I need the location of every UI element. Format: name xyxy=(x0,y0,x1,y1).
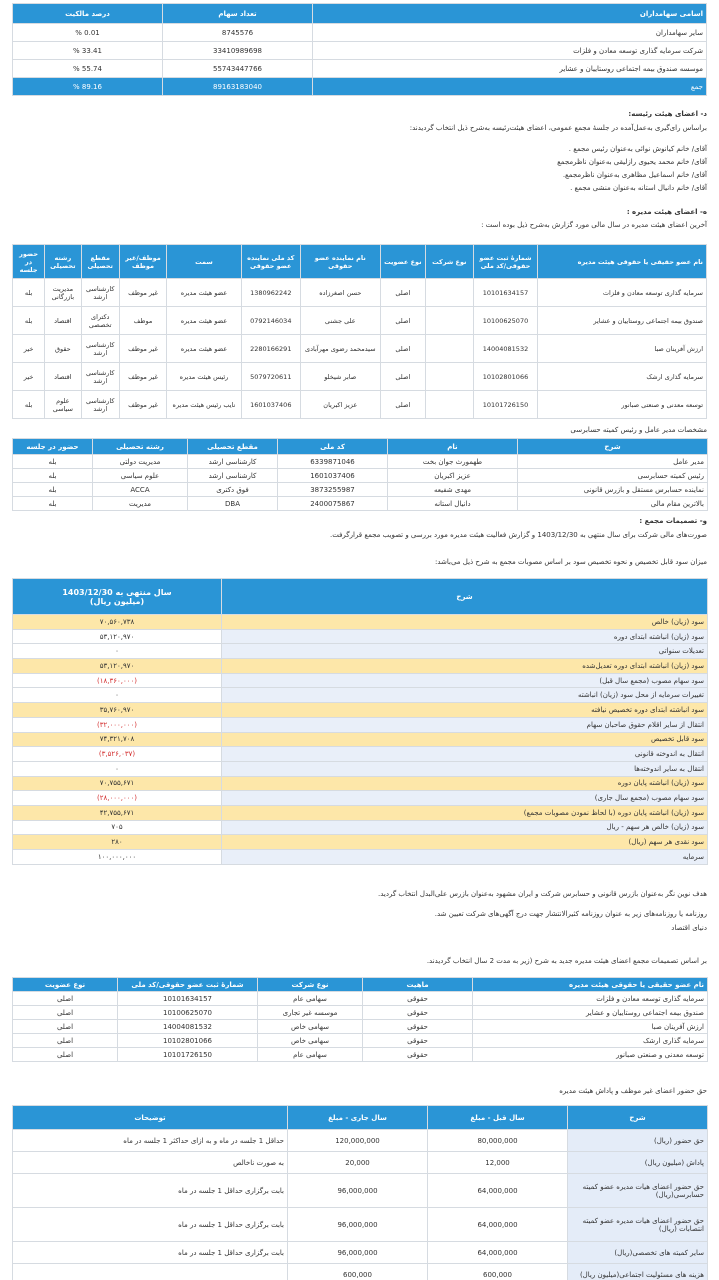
new-board-table-wrap xyxy=(12,977,707,1062)
table-row: % 33.41 33410989698 شرکت سرمایه گذاری توسعه معادن و فلزات xyxy=(13,42,707,60)
profit-desc: سود قابل تخصیص xyxy=(222,732,708,747)
presiding-member: آقای/ خانم کیانوش نوائی به‌عنوان رئیس مجمع . xyxy=(568,145,707,153)
new-board-table xyxy=(12,977,708,1062)
table-row: سرمایه گذاری توسعه معادن و فلزات حقوقی سهامی عام 10101634157 اصلی xyxy=(13,992,708,1006)
profit-row xyxy=(13,659,708,674)
shareholders-table-wrap xyxy=(12,3,707,96)
table-row: رئیس کمیته حسابرسی عزیز اکبریان 1601037406 کارشناسی ارشد علوم سیاسی بله xyxy=(13,469,708,483)
profit-desc: انتقال به سایر اندوخته‌ها xyxy=(222,761,708,776)
profit-desc: سود (زیان) انباشته پایان دوره xyxy=(222,776,708,791)
total-row: % 89.16 89163183040 جمع xyxy=(13,78,707,96)
profit-col-desc: شرح xyxy=(222,579,708,615)
board-table xyxy=(12,244,707,419)
ceo-heading: مشخصات مدیر عامل و رئیس کمیته حسابرسی xyxy=(570,426,707,434)
ceo-table-wrap xyxy=(12,438,707,511)
profit-desc: سود (زیان) خالص هر سهم - ریال xyxy=(222,820,708,835)
board-header-row: نام عضو حقیقی یا حقوقی هیئت مدیره شمارهٔ ثبت عضو حقوقی/کد ملی نوع شرکت نوع عضویت نام نماینده عضو حقوقی کد ملی نماینده عضو حقوقی سمت موظف/غیر موظف مقطع تحصیلی رشته تحصیلی حضور در جلسه xyxy=(13,245,707,279)
profit-desc: سرمایه xyxy=(222,850,708,865)
profit-value: ۰ xyxy=(13,688,222,703)
profit-desc: سود (زیان) انباشته ابتدای دوره xyxy=(222,629,708,644)
table-row: نماینده حسابرس مستقل و بازرس قانونی مهدی شفیعه 3873255987 فوق دکتری ACCA بله xyxy=(13,483,708,497)
profit-row xyxy=(13,644,708,659)
profit-desc: سود سهام مصوب (مجمع سال جاری) xyxy=(222,791,708,806)
col-shares: تعداد سهام xyxy=(163,4,313,24)
table-row: هزینه های مسئولیت اجتماعی(میلیون ریال) 600,000 600,000 xyxy=(13,1264,708,1280)
table-row: صندوق بیمه اجتماعی روستاییان و عشایر حقوقی موسسه غیر تجاری 10100625070 اصلی xyxy=(13,1006,708,1020)
profit-row xyxy=(13,615,708,630)
profit-row xyxy=(13,629,708,644)
profit-row xyxy=(13,747,708,762)
profit-value: (۳,۵۲۶,۰۳۷) xyxy=(13,747,222,762)
new-board-header-row: نام عضو حقیقی یا حقوقی هیئت مدیره ماهیت نوع شرکت شمارهٔ ثبت عضو حقوقی/کد ملی نوع عضویت xyxy=(13,978,708,992)
profit-row xyxy=(13,717,708,732)
profit-desc: تعدیلات سنواتی xyxy=(222,644,708,659)
profit-value: (۲۸,۰۰۰,۰۰۰) xyxy=(13,791,222,806)
profit-value: ۷۰,۵۶۰,۷۳۸ xyxy=(13,615,222,630)
table-row: % 55.74 55743447766 موسسه صندوق بیمه اجتماعی روستاییان و عشایر xyxy=(13,60,707,78)
auditor-line3: دنیای اقتصاد xyxy=(671,924,707,932)
presiding-member: آقای/ خانم اسماعیل مظاهری به‌عنوان ناظرمجمع. xyxy=(562,171,707,179)
profit-col-year: سال منتهی به 1403/12/30 (میلیون ریال) xyxy=(13,579,222,615)
table-row: صندوق بیمه اجتماعی روستاییان و عشایر 10100625070 اصلی علی جشنی 0792146034 عضو هیئت مدیره موظف دکترای تخصصی اقتصاد بله xyxy=(13,307,707,335)
ceo-header-row: شرح نام کد ملی مقطع تحصیلی رشته تحصیلی حضور در جلسه xyxy=(13,439,708,455)
ceo-table xyxy=(12,438,708,511)
decisions-line2: میزان سود قابل تخصیص و نحوه تخصیص سود بر اساس مصوبات مجمع به شرح ذیل می‌باشد: xyxy=(434,558,707,566)
attendance-header-row: شرح سال قبل - مبلغ سال جاری - مبلغ توضیحات xyxy=(13,1106,708,1130)
attendance-table xyxy=(12,1105,708,1280)
presiding-heading: د- اعضای هیئت رئیسه: xyxy=(628,110,707,118)
table-row: توسعه معدنی و صنعتی صبانور 10101726150 اصلی عزیز اکبریان 1601037406 نایب رئیس هیئت مدیره غیر موظف کارشناسی ارشد علوم سیاسی بله xyxy=(13,391,707,419)
profit-row xyxy=(13,805,708,820)
profit-value: ۰ xyxy=(13,761,222,776)
table-row: حق حضور اعضای هیات مدیره عضو کمیته انتصابات (ریال) 64,000,000 96,000,000 بابت برگزاری حداقل 1 جلسه در ماه xyxy=(13,1208,708,1242)
profit-table-wrap xyxy=(12,578,707,865)
profit-desc: سود سهام مصوب (مجمع سال قبل) xyxy=(222,673,708,688)
profit-row xyxy=(13,703,708,718)
board-intro: آخرین اعضای هیئت مدیره در سال مالی مورد گزارش به‌شرح ذیل بوده است : xyxy=(481,221,707,229)
table-row: بالاترین مقام مالی دانیال استانه 2400075867 DBA مدیریت بله xyxy=(13,497,708,511)
profit-desc: انتقال به اندوخته قانونی xyxy=(222,747,708,762)
decisions-heading: و- تصمیمات مجمع : xyxy=(639,517,707,525)
board-heading: ه- اعضای هیئت مدیره : xyxy=(626,208,707,216)
profit-value: ۷۰۵ xyxy=(13,820,222,835)
table-row: سرمایه گذاری ارشک حقوقی سهامی خاص 10102801066 اصلی xyxy=(13,1034,708,1048)
auditor-line1: هدف نوین نگر به‌عنوان بازرس قانونی و حسابرس شرکت و ایران مشهود به‌عنوان بازرس علی‌البدل انتخاب گردید. xyxy=(378,890,707,898)
table-row: % 0.01 8745576 سایر سهامداران xyxy=(13,24,707,42)
decisions-line1: صورت‌های مالی شرکت برای سال منتهی به 1403/12/30 و گزارش فعالیت هیئت مدیره مورد بررسی و تصویب مجمع قرارگرفت. xyxy=(329,531,707,539)
profit-row xyxy=(13,835,708,850)
board-table-wrap xyxy=(12,244,707,419)
profit-row xyxy=(13,761,708,776)
profit-desc: انتقال از سایر اقلام حقوق صاحبان سهام xyxy=(222,717,708,732)
presiding-member: آقای/ خانم دانیال استانه به‌عنوان منشی مجمع . xyxy=(570,184,707,192)
profit-value: ۵۳,۱۲۰,۹۷۰ xyxy=(13,659,222,674)
profit-value: ۷۰,۷۵۵,۶۷۱ xyxy=(13,776,222,791)
attendance-heading: حق حضور اعضای غیر موظف و پاداش هیئت مدیره xyxy=(559,1087,707,1095)
table-row: توسعه معدنی و صنعتی صبانور حقوقی سهامی عام 10101726150 اصلی xyxy=(13,1048,708,1062)
profit-row xyxy=(13,673,708,688)
col-name: اسامی سهامداران xyxy=(313,4,707,24)
profit-value: ۷۴,۳۲۱,۷۰۸ xyxy=(13,732,222,747)
table-row: ارزش آفرینان صبا 14004081532 اصلی سیدمحمد رضوی مهرآبادی 2280166291 عضو هیئت مدیره غیر موظف کارشناسی ارشد حقوق خیر xyxy=(13,335,707,363)
table-row: حق حضور (ریال) 80,000,000 120,000,000 حداقل 1 جلسه در ماه و به ازای حداکثر 1 جلسه در ماه xyxy=(13,1130,708,1152)
table-row: پاداش (میلیون ریال) 12,000 20,000 به صورت ناخالص xyxy=(13,1152,708,1174)
profit-value: ۳۵,۷۶۰,۹۷۰ xyxy=(13,703,222,718)
profit-value: ۴۲,۷۵۵,۶۷۱ xyxy=(13,805,222,820)
profit-desc: سود انباشته ابتدای دوره تخصیص نیافته xyxy=(222,703,708,718)
table-row: مدیر عامل طهمورث جوان بخت 6339871046 کارشناسی ارشد مدیریت دولتی بله xyxy=(13,455,708,469)
profit-row xyxy=(13,732,708,747)
profit-row xyxy=(13,791,708,806)
profit-body xyxy=(13,615,708,865)
table-row: سرمایه گذاری ارشک 10102801066 اصلی صابر شیخلو 5079720611 رئیس هیئت مدیره غیر موظف کارشناسی ارشد اقتصاد خیر xyxy=(13,363,707,391)
profit-value: (۱۸,۳۶۰,۰۰۰) xyxy=(13,673,222,688)
profit-value: ۰ xyxy=(13,644,222,659)
table-row: حق حضور اعضای هیات مدیره عضو کمیته حسابرسی(ریال) 64,000,000 96,000,000 بابت برگزاری حداقل 1 جلسه در ماه xyxy=(13,1174,708,1208)
presiding-member: آقای/ خانم محمد یحیوی رازلیقی به‌عنوان ناظرمجمع xyxy=(557,158,707,166)
col-pct: درصد مالکیت xyxy=(13,4,163,24)
profit-table xyxy=(12,578,708,865)
profit-desc: تغییرات سرمایه از محل سود (زیان) انباشته xyxy=(222,688,708,703)
profit-desc: سود (زیان) انباشته ابتدای دوره تعدیل‌شده xyxy=(222,659,708,674)
new-board-intro: بر اساس تصمیمات مجمع اعضای هیئت مدیره جدید به شرح (زیر به مدت 2 سال انتخاب گردیدند. xyxy=(426,957,707,965)
profit-value: ۲۸۰ xyxy=(13,835,222,850)
profit-row xyxy=(13,850,708,865)
table-row: سرمایه گذاری توسعه معادن و فلزات 10101634157 اصلی حسن اصغرزاده 1380962242 عضو هیئت مدیره غیر موظف کارشناسی ارشد مدیریت بازرگانی بله xyxy=(13,279,707,307)
profit-row xyxy=(13,820,708,835)
profit-value: ۵۳,۱۲۰,۹۷۰ xyxy=(13,629,222,644)
profit-row xyxy=(13,776,708,791)
profit-desc: سود (زیان) خالص xyxy=(222,615,708,630)
profit-value: (۳۲,۰۰۰,۰۰۰) xyxy=(13,717,222,732)
table-row: ارزش آفرینان صبا حقوقی سهامی خاص 14004081532 اصلی xyxy=(13,1020,708,1034)
profit-desc: سود نقدی هر سهم (ریال) xyxy=(222,835,708,850)
profit-row xyxy=(13,688,708,703)
table-row: سایر کمیته های تخصصی(ریال) 64,000,000 96,000,000 بابت برگزاری حداقل 1 جلسه در ماه xyxy=(13,1242,708,1264)
profit-header-row xyxy=(13,579,708,615)
profit-value: ۱۰۰,۰۰۰,۰۰۰ xyxy=(13,850,222,865)
attendance-table-wrap xyxy=(12,1105,707,1280)
profit-desc: سود (زیان) انباشته پایان دوره (با لحاظ نمودن مصوبات مجمع) xyxy=(222,805,708,820)
auditor-line2: روزنامه یا روزنامه‌های زیر به عنوان روزنامه کثیرالانتشار جهت درج آگهی‌های شرکت تعیین شد. xyxy=(434,910,707,918)
shareholders-table xyxy=(12,3,707,96)
presiding-intro: براساس رای‌گیری به‌عمل‌آمده در جلسهٔ مجمع عمومی، اعضای هیئت‌رئیسه به‌شرح ذیل انتخاب گردیدند: xyxy=(409,124,707,132)
